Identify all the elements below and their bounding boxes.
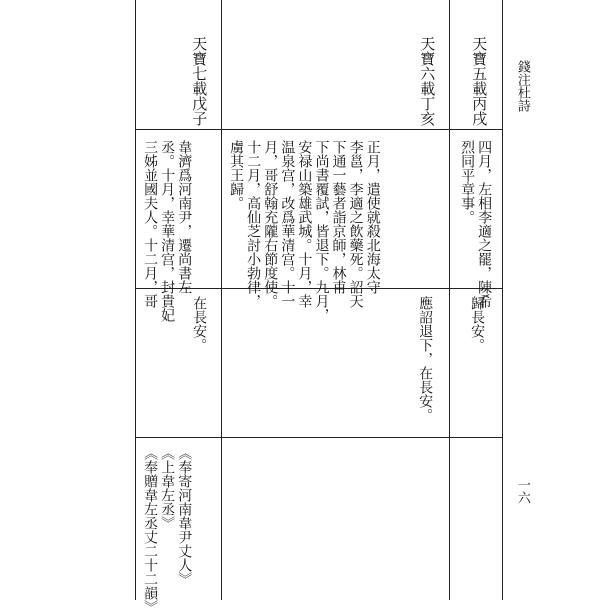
events-line: 十二月，高仙芝討小勃律， xyxy=(245,140,262,308)
row-divider-1 xyxy=(449,0,450,600)
year-label: 天寶五載丙戌 xyxy=(470,36,489,126)
row-divider-2 xyxy=(221,0,222,600)
poem-title: 《上韋左丞》 xyxy=(159,446,176,530)
column-divider-year xyxy=(135,129,502,130)
poem-title: 《奉寄河南韋尹丈人》 xyxy=(176,446,193,586)
events-text xyxy=(458,140,492,308)
year-label: 天寶六載丁亥 xyxy=(418,36,437,126)
poem-title: 《奉贈韋左丞丈二十二韻》 xyxy=(142,446,159,614)
events-line: 安禄山築雄武城。十月，幸 xyxy=(296,140,313,308)
poems-list xyxy=(141,446,192,614)
events-text xyxy=(227,140,381,322)
events-text xyxy=(141,140,192,322)
events-line: 下通一藝者詣京師，林甫 xyxy=(330,140,347,294)
events-line: 正月，遣使就殺北海太守 xyxy=(364,140,381,294)
whereabouts-text: 在長安。 xyxy=(191,296,208,352)
events-line: 三姊並國夫人。十二月，哥 xyxy=(142,140,159,308)
events-line: 李邕，李適之飲藥死。詔天 xyxy=(347,140,364,308)
events-line: 温泉宫，改爲華清宫。十一 xyxy=(279,140,296,308)
column-divider-whereabouts xyxy=(135,437,502,438)
year-label: 天寶七載戊子 xyxy=(190,36,209,126)
whereabouts-text: 歸長安。 xyxy=(469,296,486,352)
whereabouts-text: 應詔退下，在長安。 xyxy=(417,296,434,422)
page-number: 一六 xyxy=(514,478,530,504)
events-line: 下尚書覆試，皆退下。九月， xyxy=(313,140,330,322)
table-border-left xyxy=(135,0,136,600)
events-line: 虜其王歸。 xyxy=(228,140,245,210)
running-head: 錢注杜詩 xyxy=(514,60,530,112)
events-line: 烈同平章事。 xyxy=(459,140,476,224)
table-border-right xyxy=(502,0,503,600)
events-line: 韋濟爲河南尹，遷尚書左 xyxy=(176,140,193,294)
events-line: 四月，左相李適之罷，陳希 xyxy=(476,140,493,308)
events-line: 月，哥舒翰充隴右節度使。 xyxy=(262,140,279,308)
events-line: 丞。十月，幸華清宫，封貴妃 xyxy=(159,140,176,322)
